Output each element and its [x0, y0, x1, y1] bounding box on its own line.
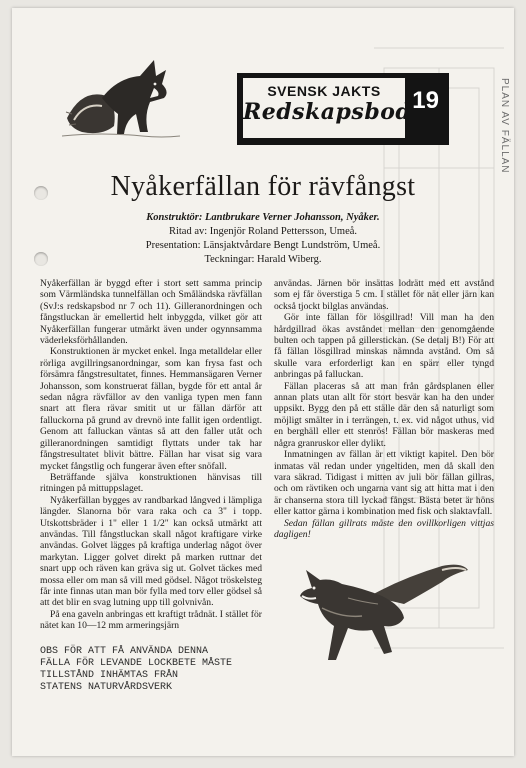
- paragraph: Konstruktionen är mycket enkel. Inga metalldelar eller rörliga avgillringsanordningar, som kan frysa fast och försämra fångstresultatet, finnes. Hemmansägaren Verner Johansson, som konstruerat fällan, bygde för ett antal år sedan några rävfällor av den vanliga typen men fann snart att flera rävar smitit ut ur fällan därför att falluckorna på grund av drevnö inte fallit igen ordentligt. Genom att falluckan väntas så att den faller utåt och gilleranordningen samtidigt flyttats under tak har fångstresultatet blivit bättre. Fällan har visat sig vara mycket fångstlig och fungerar även efter snöfall.: [40, 346, 262, 472]
- paragraph: Beträffande själva konstruktionen hänvisas till ritningen på mittuppslaget.: [40, 471, 262, 495]
- document-page: [12, 8, 514, 756]
- stamp-line: OBS FÖR ATT FÅ ANVÄNDA DENNA: [40, 646, 209, 657]
- stamp-line: FÄLLA FÖR LEVANDE LOCKBETE MÅSTE: [40, 658, 233, 669]
- credit-drawings: Teckningar: Harald Wiberg.: [204, 254, 322, 265]
- article-title: Nyåkerfällan för rävfångst: [110, 171, 416, 202]
- paragraph: På ena gaveln anbringas ett kraftigt trådnät. I stället för nätet kan 10—12 mm armeringsjärn: [40, 608, 262, 632]
- stamp-line: TILLSTÅND INHÄMTAS FRÅN: [40, 670, 179, 681]
- credit-drawn-by: Ritad av: Ingenjör Roland Pettersson, Umeå.: [168, 226, 358, 237]
- issue-number: 19: [412, 87, 439, 114]
- regulatory-stamp: [40, 646, 280, 694]
- fox-illustration-bottom: [292, 548, 472, 668]
- series-logo-script-text: Redskapsbod: [243, 99, 412, 125]
- credit-constructor: Konstruktör: Lantbrukare Verner Johansson, Nyåker.: [146, 212, 380, 223]
- bleed-through-text: PLAN AV FÄLLAN: [499, 78, 510, 174]
- article-column-left: [40, 278, 262, 632]
- series-logo: [237, 73, 449, 145]
- series-logo-top-text: SVENSK JAKTS: [267, 83, 381, 99]
- paragraph: användas. Järnen bör insättas lodrätt med ett avstånd som ej får överstiga 5 cm. I stället för nät eller järn kan också tjockt bilglas användas.: [274, 278, 494, 312]
- paragraph: Inmatningen av fällan är ett viktigt kapitel. Den bör inmatas väl redan under yngeltiden, men då skall den vara säkrad. Tidigast i mitten av juli bör fällan gillras, och om rävtiken och ungarna vant sig att hitta mat i den är chanserna stora till lyckad fångst. Bästa betet är höns eller kattor gärna i kombination med fisk och slaktavfall.: [274, 449, 494, 518]
- series-logo-label: [243, 78, 412, 138]
- paragraph: Nyåkerfällan bygges av randbarkad långved i lämpliga längder. Slanorna bör vara raka och ca 3" i topp. Utskottsbräder i 1" eller 1 1/2" kan också utmärkt att användas. Till fångstluckan skall något kraftigare virke användas. Golvet lägges på kraftiga underlag något över markytan. Ligger golvet direkt på marken ruttnar det snart upp och räven kan gräva sig ut. Golvet täckes med mossa eller om man så vill med gödsel. Något tröskelsteg får inte finnas utan man bör fylla med torv eller gödsel så att det blir en svag lutning upp till golvnivån.: [40, 494, 262, 609]
- closing-note: Sedan fällan gillrats måste den ovillkorligen vittjas dagligen!: [274, 517, 494, 540]
- paragraph: Gör inte fällan för lösgillrad! Vill man ha den hårdgillrad ökas avståndet mellan den genomgående bulten och tappen på gillerstickan. (Se detalj B!) För att få fällan lösgillrad minskas nämnda avstånd. Om så skulle vara erforderligt kan en spärr eller tyngd anbringas på falluckan.: [274, 312, 494, 381]
- paragraph: Nyåkerfällan är byggd efter i stort sett samma princip som Värmländska tunnelfällan och Småländska rävfällan (SvJ:s redskapsbod nr 7 och 11). Gilleranordningen och fångstluckan är emellertid helt inbyggda, vilket gör att Nyåkerfällan fungerar utmärkt även under ogynnsamma väderleksförhållanden.: [40, 278, 262, 347]
- article-credits: [12, 211, 514, 267]
- stamp-line: STATENS NATURVÅRDSVERK: [40, 682, 173, 693]
- article-column-right: [274, 278, 494, 540]
- paragraph: Fällan placeras så att man från gårdsplanen eller annan plats utan allt för stort besvär kan ha den under uppsikt. Bygg den på ett ställe där den så naturligt som möjligt smälter in i terrängen, t. ex. vid något uthus, vid en berghäll eller ett stenrös! Fällan bör maskeras med några granruskor eller dylikt.: [274, 380, 494, 449]
- fox-illustration-top: [62, 48, 182, 140]
- credit-presentation: Presentation: Länsjaktvårdare Bengt Lundström, Umeå.: [145, 240, 381, 251]
